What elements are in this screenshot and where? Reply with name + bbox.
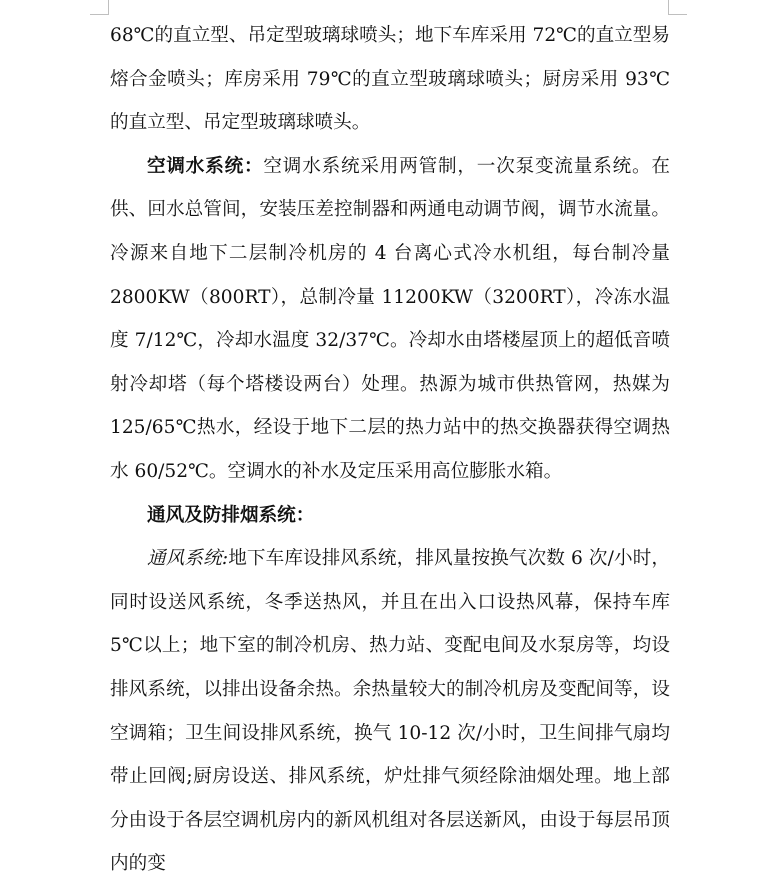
paragraph-text: 地下车库设排风系统，排风量按换气次数 6 次/小时，同时设送风系统，冬季送热风，并且在出入口设热风幕，保持车库 5℃以上；地下室的制冷机房、热力站、变配电间及水泵房等，均设排风系统，以排出设备余热。余热量较大的制冷机房及变配间等，设空调箱；卫生间设排风系统，换气 10-12 次/小时，卫生间排气扇均带止回阀;厨房设送、排风系统，炉灶排气须经除油烟处理。地上部分由设于各层空调机房内的新风机组对各层送新风，由设于每层吊顶内的变 [110,548,670,875]
paragraph-text: 68℃的直立型、吊定型玻璃球喷头；地下车库采用 72℃的直立型易熔合金喷头；库房采用 79℃的直立型玻璃球喷头；厨房采用 93℃的直立型、吊定型玻璃球喷头。 [110,25,670,134]
document-body [110,14,670,886]
paragraph-ventilation-system [110,537,670,886]
paragraph-sprinkler-heads [110,14,670,145]
paragraph-ac-water-system [110,145,670,494]
page-corner-mark-left [90,0,109,15]
paragraph-lead-label: 空调水系统： [147,155,264,177]
section-heading-ventilation: 通风及防排烟系统： [147,504,315,526]
paragraph-text: 空调水系统采用两管制，一次泵变流量系统。在供、回水总管间，安装压差控制器和两通电动调节阀，调节水流量。冷源来自地下二层制冷机房的 4 台离心式冷水机组，每台制冷量 2800KW（800RT），总制冷量 11200KW（3200RT），冷冻水温度 7/12℃，冷却水温度 32/37℃。冷却水由塔楼屋顶上的超低音喷射冷却塔（每个塔楼设两台）处理。热源为城市供热管网，热媒为 125/65℃热水，经设于地下二层的热力站中的热交换器获得空调热水 60/52℃。空调水的补水及定压采用高位膨胀水箱。 [110,155,670,482]
page-corner-mark-right [668,0,687,15]
paragraph-lead-label: 通风系统: [147,548,229,570]
